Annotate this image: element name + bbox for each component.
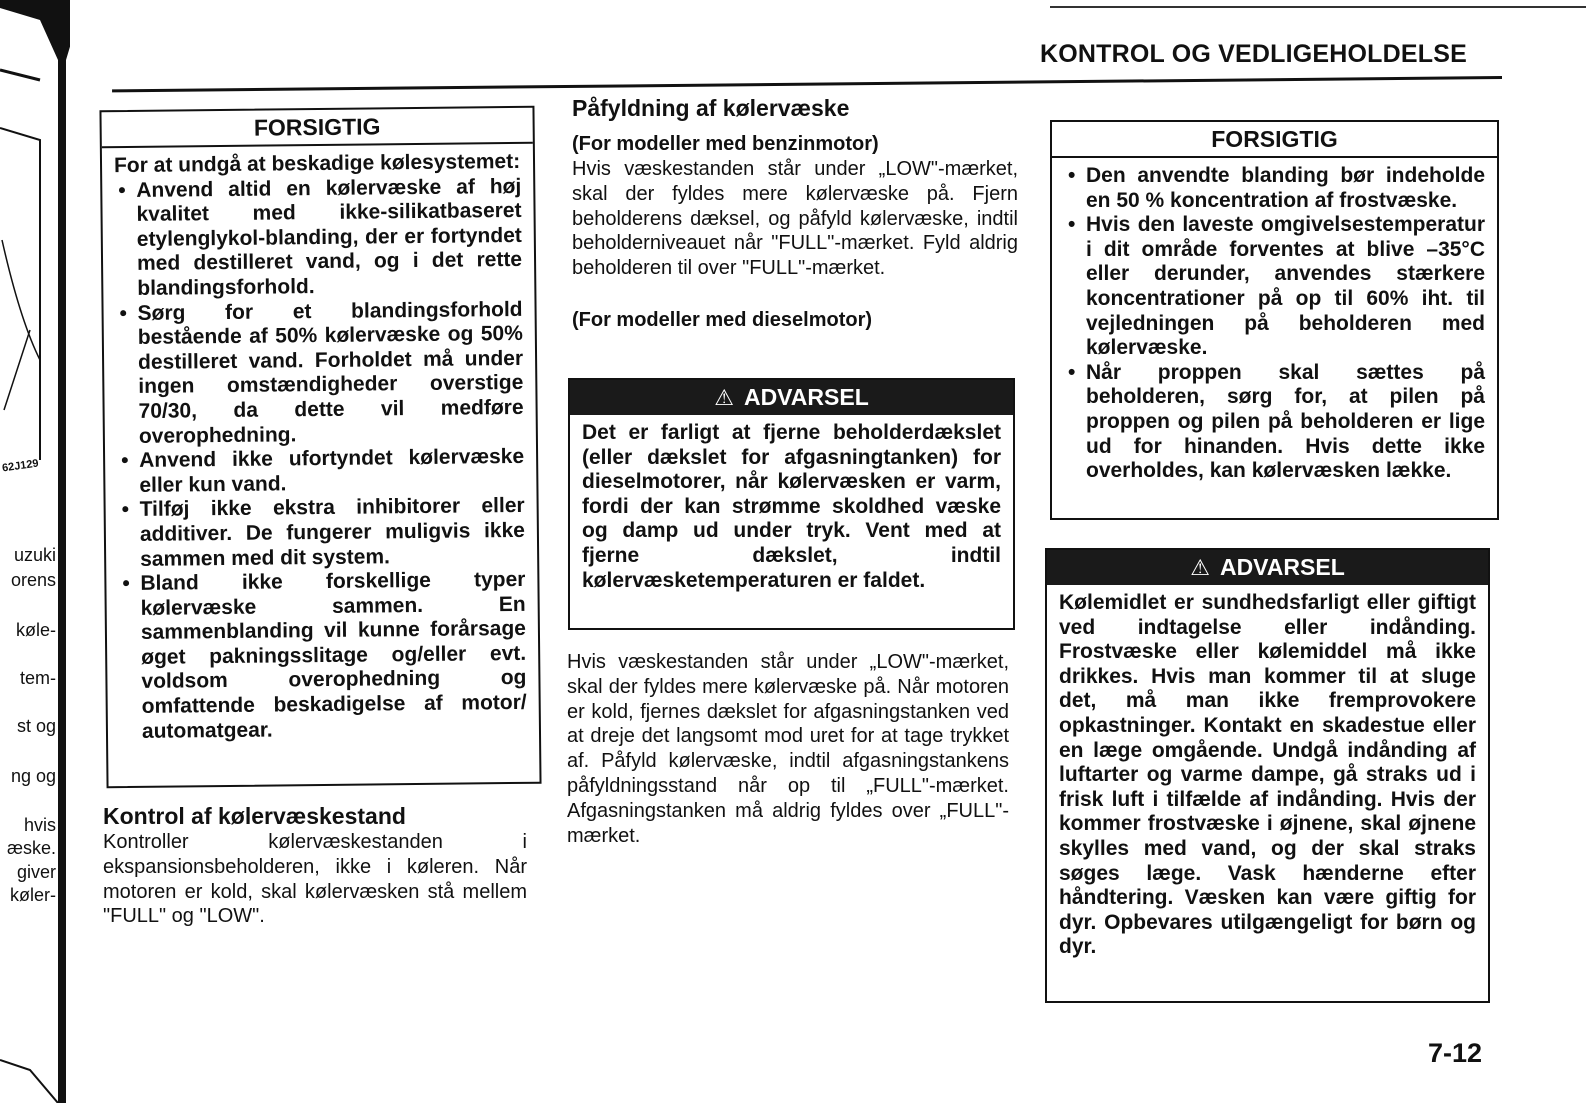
section-text: Kontroller kølervæskestanden i ekspansionsbeholderen, ikke i køleren. Når motoren er kold, skal kølervæsken stå mellem "FULL" og "LOW".	[103, 831, 527, 928]
edge-word: uzuki	[13, 545, 56, 565]
subheading-petrol: (For modeller med benzinmotor)	[572, 133, 879, 155]
level-check-section	[103, 802, 527, 929]
caution-heading: FORSIGTIG	[1052, 122, 1497, 158]
edge-word: køle-	[16, 620, 56, 640]
caution-list	[114, 174, 527, 744]
caution-item: • Når proppen skal sættes på beholderen, sørg for, at pilen på proppen og pilen på beholderen er lige ud for hinanden. Hvis dette ikke overholdes, kan kølervæsken lække.	[1064, 361, 1485, 484]
caution-body	[102, 144, 539, 753]
edge-word: tem-	[20, 668, 56, 688]
left-page-edge	[0, 0, 62, 1103]
caution-item: • Hvis den laveste omgivelsestemperatur i dit område forventes at blive –35°C eller derunder, anvendes stærkere koncentrationer på op til 60% iht. til vejledningen på beholderen med kølervæske.	[1064, 213, 1485, 361]
caution-body	[1052, 158, 1497, 492]
refill-section	[572, 94, 1018, 333]
caution-heading: FORSIGTIG	[101, 108, 532, 149]
page-header-title: KONTROL OG VEDLIGEHOLDELSE	[1040, 40, 1467, 68]
page-number: 7-12	[1428, 1038, 1483, 1068]
edge-word: æske.	[6, 838, 56, 858]
warning-text: Kølemidlet er sundhedsfarligt eller giftigt ved indtagelse eller indånding. Frostvæske eller kølemiddel må ikke drikkes. Hvis man kommer til at sluge det, må man ikke fremprovokere opkastninger. Kontakt en skadestue eller en læge omgående. Undgå indånding af luftarter og varme dampe, gå straks ud i frisk luft i tilfælde af indånding. Hvis der kommer frostvæske i øjnene, skal øjnene skylles med vand, og der skal straks søges læge. Vask hænderne efter håndtering. Væsken kan være giftig for dyr. Opbevares utilgængeligt for børn og dyr.	[1059, 591, 1476, 959]
section-heading: Kontrol af kølervæskestand	[103, 803, 406, 829]
petrol-text: Hvis væskestanden står under „LOW"-mærket, skal der fyldes mere kølervæske på. Fjern beholderens dæksel, og påfyld kølervæske, indtil beholderniveauet når "FULL"-mærket. Fyld aldrig beholderen til over "FULL"-mærket.	[572, 158, 1018, 280]
warning-heading: ADVARSEL	[1219, 554, 1345, 580]
edge-word: orens	[10, 570, 56, 590]
edge-word: ng og	[10, 766, 56, 786]
warning-triangle-icon: ⚠	[714, 385, 734, 410]
figure-label: 62J129	[1, 457, 40, 475]
caution-box	[99, 106, 541, 789]
subheading-diesel: (For modeller med dieselmotor)	[572, 308, 873, 331]
edge-word: giver	[16, 862, 56, 882]
header-rule	[112, 76, 1502, 92]
caution-item: • Tilføj ikke ekstra inhibitorer eller additiver. De fungerer muligvis ikke sammen med dit system.	[118, 494, 526, 572]
warning-heading-bar	[1047, 550, 1488, 585]
caution-item: • Den anvendte blanding bør indeholde en 50 % koncentration af frostvæske.	[1064, 164, 1485, 213]
caution-list	[1064, 164, 1485, 484]
caution-box	[1050, 120, 1499, 520]
caution-item: • Bland ikke forskellige typer kølervæske sammen. En sammenblanding vil kunne forårsage øget pakningsslitage og/eller evt. voldsom overophedning og omfattende beskadigelse af motor/ automatgear.	[118, 568, 527, 744]
warning-text: Det er farligt at fjerne beholderdækslet (eller dækslet for afgasningtanken) for dieselmotorer, når kølervæsken er varm, fordi der kan strømme skoldhed væske og damp ud under tryk. Vent med at fjerne dækslet, indtil kølervæsketemperaturen er faldet.	[582, 421, 1001, 592]
warning-box	[1045, 548, 1490, 1003]
caution-item: • Sørg for et blandingsforhold bestående af 50% kølervæske og 50% destilleret vand. Forholdet må under ingen omstændigheder overstige 70/30, da dette vil medføre overophedning.	[115, 297, 524, 449]
warning-box	[568, 378, 1015, 630]
section-heading: Påfyldning af kølervæske	[572, 95, 850, 121]
edge-word: hvis	[23, 815, 56, 835]
diesel-text: Hvis væskestanden står under „LOW"-mærket, skal der fyldes mere kølervæske på. Når motoren er kold, fjernes dækslet for afgasningstanken ved at dreje det langsomt mod uret for at tage trykket af. Påfyld kølervæske, indtil afgasningstankens påfyldningsstand når op til „FULL"-mærket. Afgasningstanken må aldrig fyldes over „FULL"-mærket.	[567, 651, 1009, 847]
warning-triangle-icon: ⚠	[1190, 555, 1210, 580]
warning-heading-bar	[570, 380, 1013, 415]
edge-word: st og	[16, 716, 56, 736]
top-rule	[1050, 6, 1586, 8]
caution-item: • Anvend ikke ufortyndet kølervæske eller kun vand.	[117, 445, 524, 498]
caution-intro: For at undgå at beskadige kølesystemet:	[113, 149, 521, 178]
edge-word: køler-	[10, 885, 56, 905]
warning-heading: ADVARSEL	[743, 384, 869, 410]
caution-item: • Anvend altid en kølervæske af høj kvalitet med ikke-silikatbaseret etylenglykol-blanding, der er fortyndet med destilleret vand, og i det rette blandingsforhold.	[114, 174, 522, 301]
